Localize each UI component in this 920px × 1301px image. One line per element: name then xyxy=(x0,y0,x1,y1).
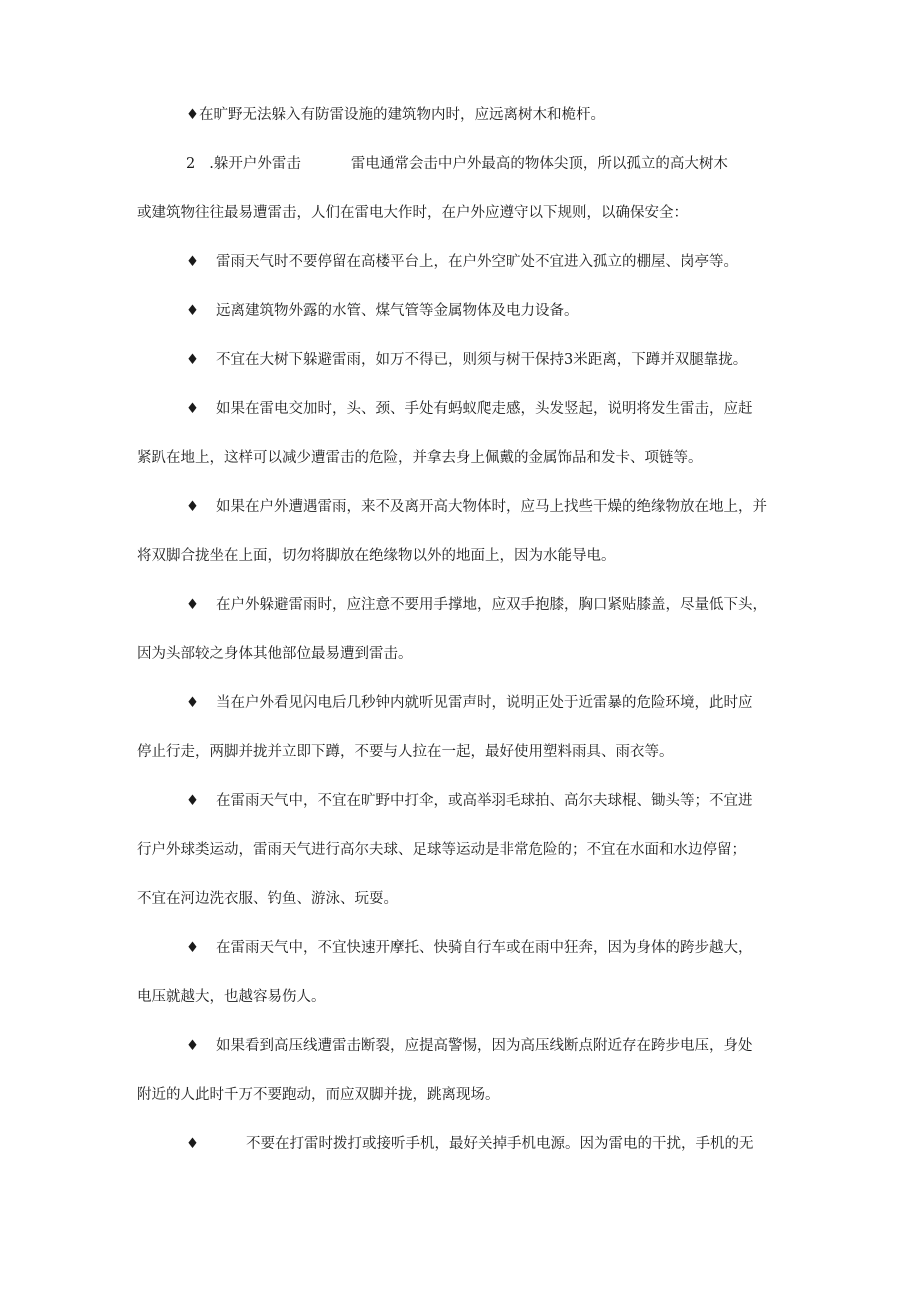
bullet-item xyxy=(186,301,579,321)
bullet-item xyxy=(186,1036,753,1056)
bullet-item xyxy=(186,693,753,713)
bullet-text: 当在户外看见闪电后几秒钟内就听见雷声时，说明正处于近雷暴的危险环境，此时应 xyxy=(216,695,753,711)
bullet-continuation: 电压就越大，也越容易伤人。 xyxy=(137,989,326,1005)
bullet-item xyxy=(186,1134,754,1154)
bullet-item xyxy=(186,595,767,615)
bullet-text: 如果看到高压线遭雷击断裂，应提高警惕，因为高压线断点附近存在跨步电压，身处 xyxy=(216,1038,753,1054)
bullet-icon: ♦ xyxy=(186,107,199,123)
bullet-continuation: 紧趴在地上，这样可以减少遭雷击的危险，并拿去身上佩戴的金属饰品和发卡、项链等。 xyxy=(137,450,703,466)
bullet-text: 雷雨天气时不要停留在高楼平台上，在户外空旷处不宜进入孤立的棚屋、岗亭等。 xyxy=(216,254,738,270)
bullet-continuation: 行户外球类运动，雷雨天气进行高尔夫球、足球等运动是非常危险的；不宜在水面和水边停留； xyxy=(137,842,746,858)
bullet-continuation: 因为头部较之身体其他部位最易遭到雷击。 xyxy=(137,646,413,662)
bullet-icon: ♦ xyxy=(186,940,199,956)
paragraph-text: 或建筑物往往最易遭雷击，人们在雷电大作时，在户外应遵守以下规则，以确保安全： xyxy=(137,205,688,221)
bullet-text: 在雷雨天气中，不宜快速开摩托、快骑自行车或在雨中狂奔，因为身体的跨步越大， xyxy=(216,940,753,956)
bullet-text: 不宜在大树下躲避雷雨，如万不得已，则须与树干保持3米距离，下蹲并双腿靠拢。 xyxy=(216,352,748,368)
bullet-text: 在旷野无法躲入有防雷设施的建筑物内时，应远离树木和桅杆。 xyxy=(199,107,605,123)
bullet-icon: ♦ xyxy=(186,401,199,417)
bullet-continuation: 将双脚合拢坐在上面，切勿将脚放在绝缘物以外的地面上，因为水能导电。 xyxy=(137,548,616,564)
section-title: .躲开户外雷击 xyxy=(209,156,301,172)
bullet-icon: ♦ xyxy=(186,1136,199,1152)
section-number: 2 xyxy=(186,156,196,172)
bullet-text: 在户外躲避雷雨时，应注意不要用手撑地，应双手抱膝，胸口紧贴膝盖，尽量低下头， xyxy=(216,597,767,613)
bullet-icon: ♦ xyxy=(186,695,199,711)
bullet-text: 不要在打雷时拨打或接听手机，最好关掉手机电源。因为雷电的干扰，手机的无 xyxy=(246,1136,754,1152)
bullet-icon: ♦ xyxy=(186,1038,199,1054)
bullet-icon: ♦ xyxy=(186,352,199,368)
bullet-icon: ♦ xyxy=(186,499,199,515)
bullet-text: 如果在雷电交加时，头、颈、手处有蚂蚁爬走感，头发竖起，说明将发生雷击，应赶 xyxy=(216,401,753,417)
bullet-item xyxy=(186,350,747,370)
bullet-icon: ♦ xyxy=(186,793,199,809)
bullet-item xyxy=(186,938,753,958)
bullet-item xyxy=(186,497,767,517)
bullet-continuation: 停止行走，两脚并拢并立即下蹲，不要与人拉在一起，最好使用塑料雨具、雨衣等。 xyxy=(137,744,674,760)
bullet-item xyxy=(186,791,753,811)
bullet-icon: ♦ xyxy=(186,303,199,319)
bullet-text: 在雷雨天气中，不宜在旷野中打伞，或高举羽毛球拍、高尔夫球棍、锄头等；不宜进 xyxy=(216,793,753,809)
bullet-icon: ♦ xyxy=(186,597,199,613)
bullet-continuation: 附近的人此时千万不要跑动，而应双脚并拢，跳离现场。 xyxy=(137,1087,500,1103)
bullet-text: 远离建筑物外露的水管、煤气管等金属物体及电力设备。 xyxy=(216,303,579,319)
section-heading xyxy=(186,154,728,174)
bullet-item xyxy=(186,252,738,272)
bullet-continuation: 不宜在河边洗衣服、钓鱼、游泳、玩耍。 xyxy=(137,891,398,907)
bullet-text: 如果在户外遭遇雷雨，来不及离开高大物体时，应马上找些干燥的绝缘物放在地上，并 xyxy=(216,499,767,515)
paragraph-text: 雷电通常会击中户外最高的物体尖顶，所以孤立的高大树木 xyxy=(350,156,728,172)
bullet-icon: ♦ xyxy=(186,254,199,270)
bullet-item xyxy=(186,399,753,419)
bullet-item xyxy=(186,105,605,125)
